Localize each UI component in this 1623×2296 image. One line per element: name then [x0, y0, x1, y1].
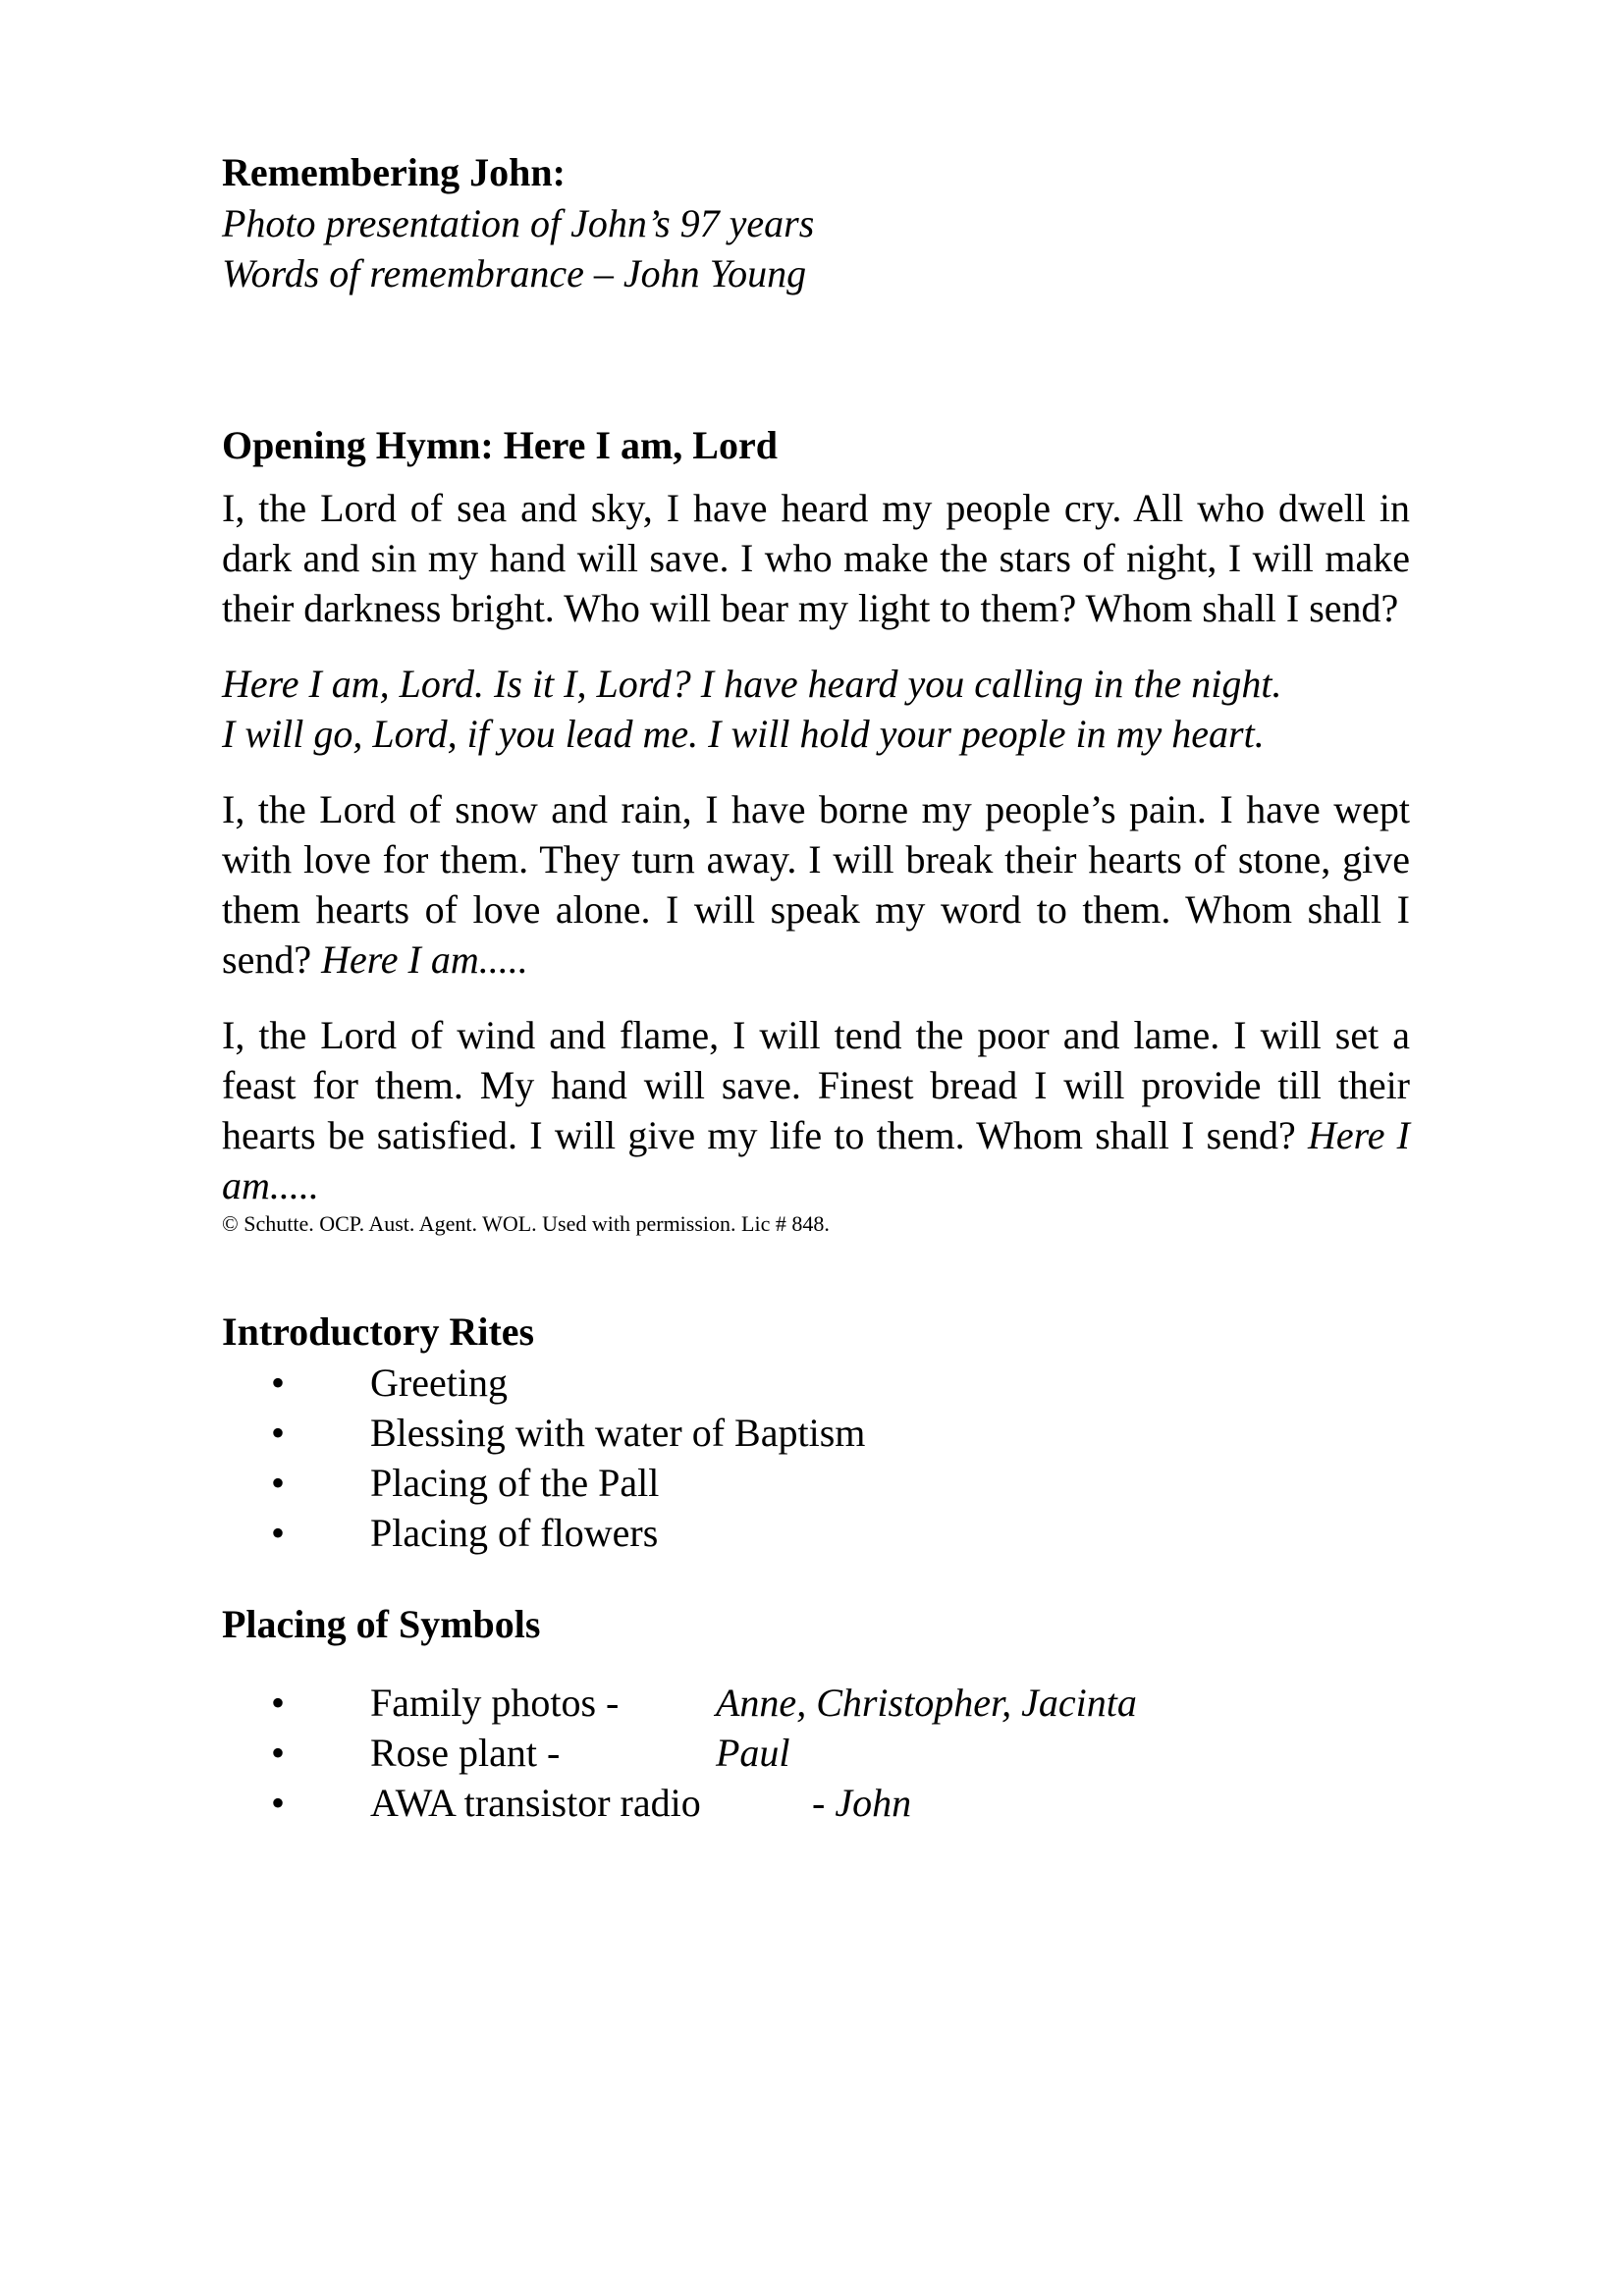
hymn-verse-3	[222, 1010, 1410, 1210]
hymn-refrain-line-1: Here I am, Lord. Is it I, Lord? I have heard you calling in the night.	[222, 662, 1282, 706]
symbols-title: Placing of Symbols	[222, 1602, 541, 1646]
hymn-verse-3-text: I, the Lord of wind and flame, I will tend the poor and lame. I will set a feast for them. My hand will save. Finest bread I will provide till their hearts be satisfied. I will give my life to them. Whom shall I send?	[222, 1013, 1410, 1157]
rites-title: Introductory Rites	[222, 1309, 535, 1354]
rites-section	[222, 1307, 1410, 1558]
list-item	[222, 1458, 1410, 1508]
rites-item-text: Placing of flowers	[370, 1511, 659, 1555]
remembering-title: Remembering John:	[222, 150, 566, 194]
list-item	[222, 1678, 1410, 1728]
hymn-verse-2	[222, 784, 1410, 985]
symbols-list	[222, 1678, 1410, 1828]
remembering-line-2: Words of remembrance – John Young	[222, 251, 807, 295]
symbols-section	[222, 1599, 1410, 1828]
list-item	[222, 1408, 1410, 1458]
bullet-icon: •	[271, 1511, 286, 1555]
hymn-refrain-line-2: I will go, Lord, if you lead me. I will hold your people in my heart.	[222, 712, 1265, 756]
bullet-icon: •	[271, 1361, 286, 1405]
hymn-verse-2-text: I, the Lord of snow and rain, I have borne my people’s pain. I have wept with love for them. They turn away. I will break their hearts of stone, give them hearts of love alone. I will speak my word to them. Whom shall I send?	[222, 787, 1410, 982]
remembering-line-1: Photo presentation of John’s 97 years	[222, 201, 815, 245]
bullet-icon: •	[271, 1461, 286, 1505]
rites-item-text: Blessing with water of Baptism	[370, 1411, 866, 1455]
symbol-name: Rose plant -	[370, 1731, 561, 1775]
rites-item-text: Placing of the Pall	[370, 1461, 660, 1505]
rites-list	[222, 1358, 1410, 1558]
hymn-section	[222, 420, 1410, 1238]
symbol-name: Family photos -	[370, 1681, 620, 1725]
hymn-verse-1: I, the Lord of sea and sky, I have heard my people cry. All who dwell in dark and sin my hand will save. I who make the stars of night, I will make their darkness bright. Who will bear my light to them? Whom shall I send?	[222, 486, 1410, 630]
list-item	[222, 1778, 1410, 1828]
rites-item-text: Greeting	[370, 1361, 508, 1405]
symbol-name: AWA transistor radio	[370, 1781, 701, 1825]
document-page	[222, 147, 1410, 1828]
list-item	[222, 1728, 1410, 1778]
bullet-icon: •	[271, 1731, 286, 1775]
bullet-icon: •	[271, 1681, 286, 1725]
list-item	[222, 1358, 1410, 1408]
symbol-presenter: Anne, Christopher, Jacinta	[716, 1681, 1137, 1725]
hymn-verse-3-tail: Here I am.....	[222, 1113, 1411, 1207]
hymn-title: Opening Hymn: Here I am, Lord	[222, 423, 778, 467]
symbol-presenter: - John	[812, 1781, 912, 1825]
hymn-copyright: © Schutte. OCP. Aust. Agent. WOL. Used with permission. Lic # 848.	[222, 1211, 830, 1236]
symbol-presenter: Paul	[716, 1731, 790, 1775]
list-item	[222, 1508, 1410, 1558]
bullet-icon: •	[271, 1781, 286, 1825]
bullet-icon: •	[271, 1411, 286, 1455]
hymn-verse-2-tail: Here I am.....	[321, 937, 528, 982]
remembering-section	[222, 147, 1410, 298]
